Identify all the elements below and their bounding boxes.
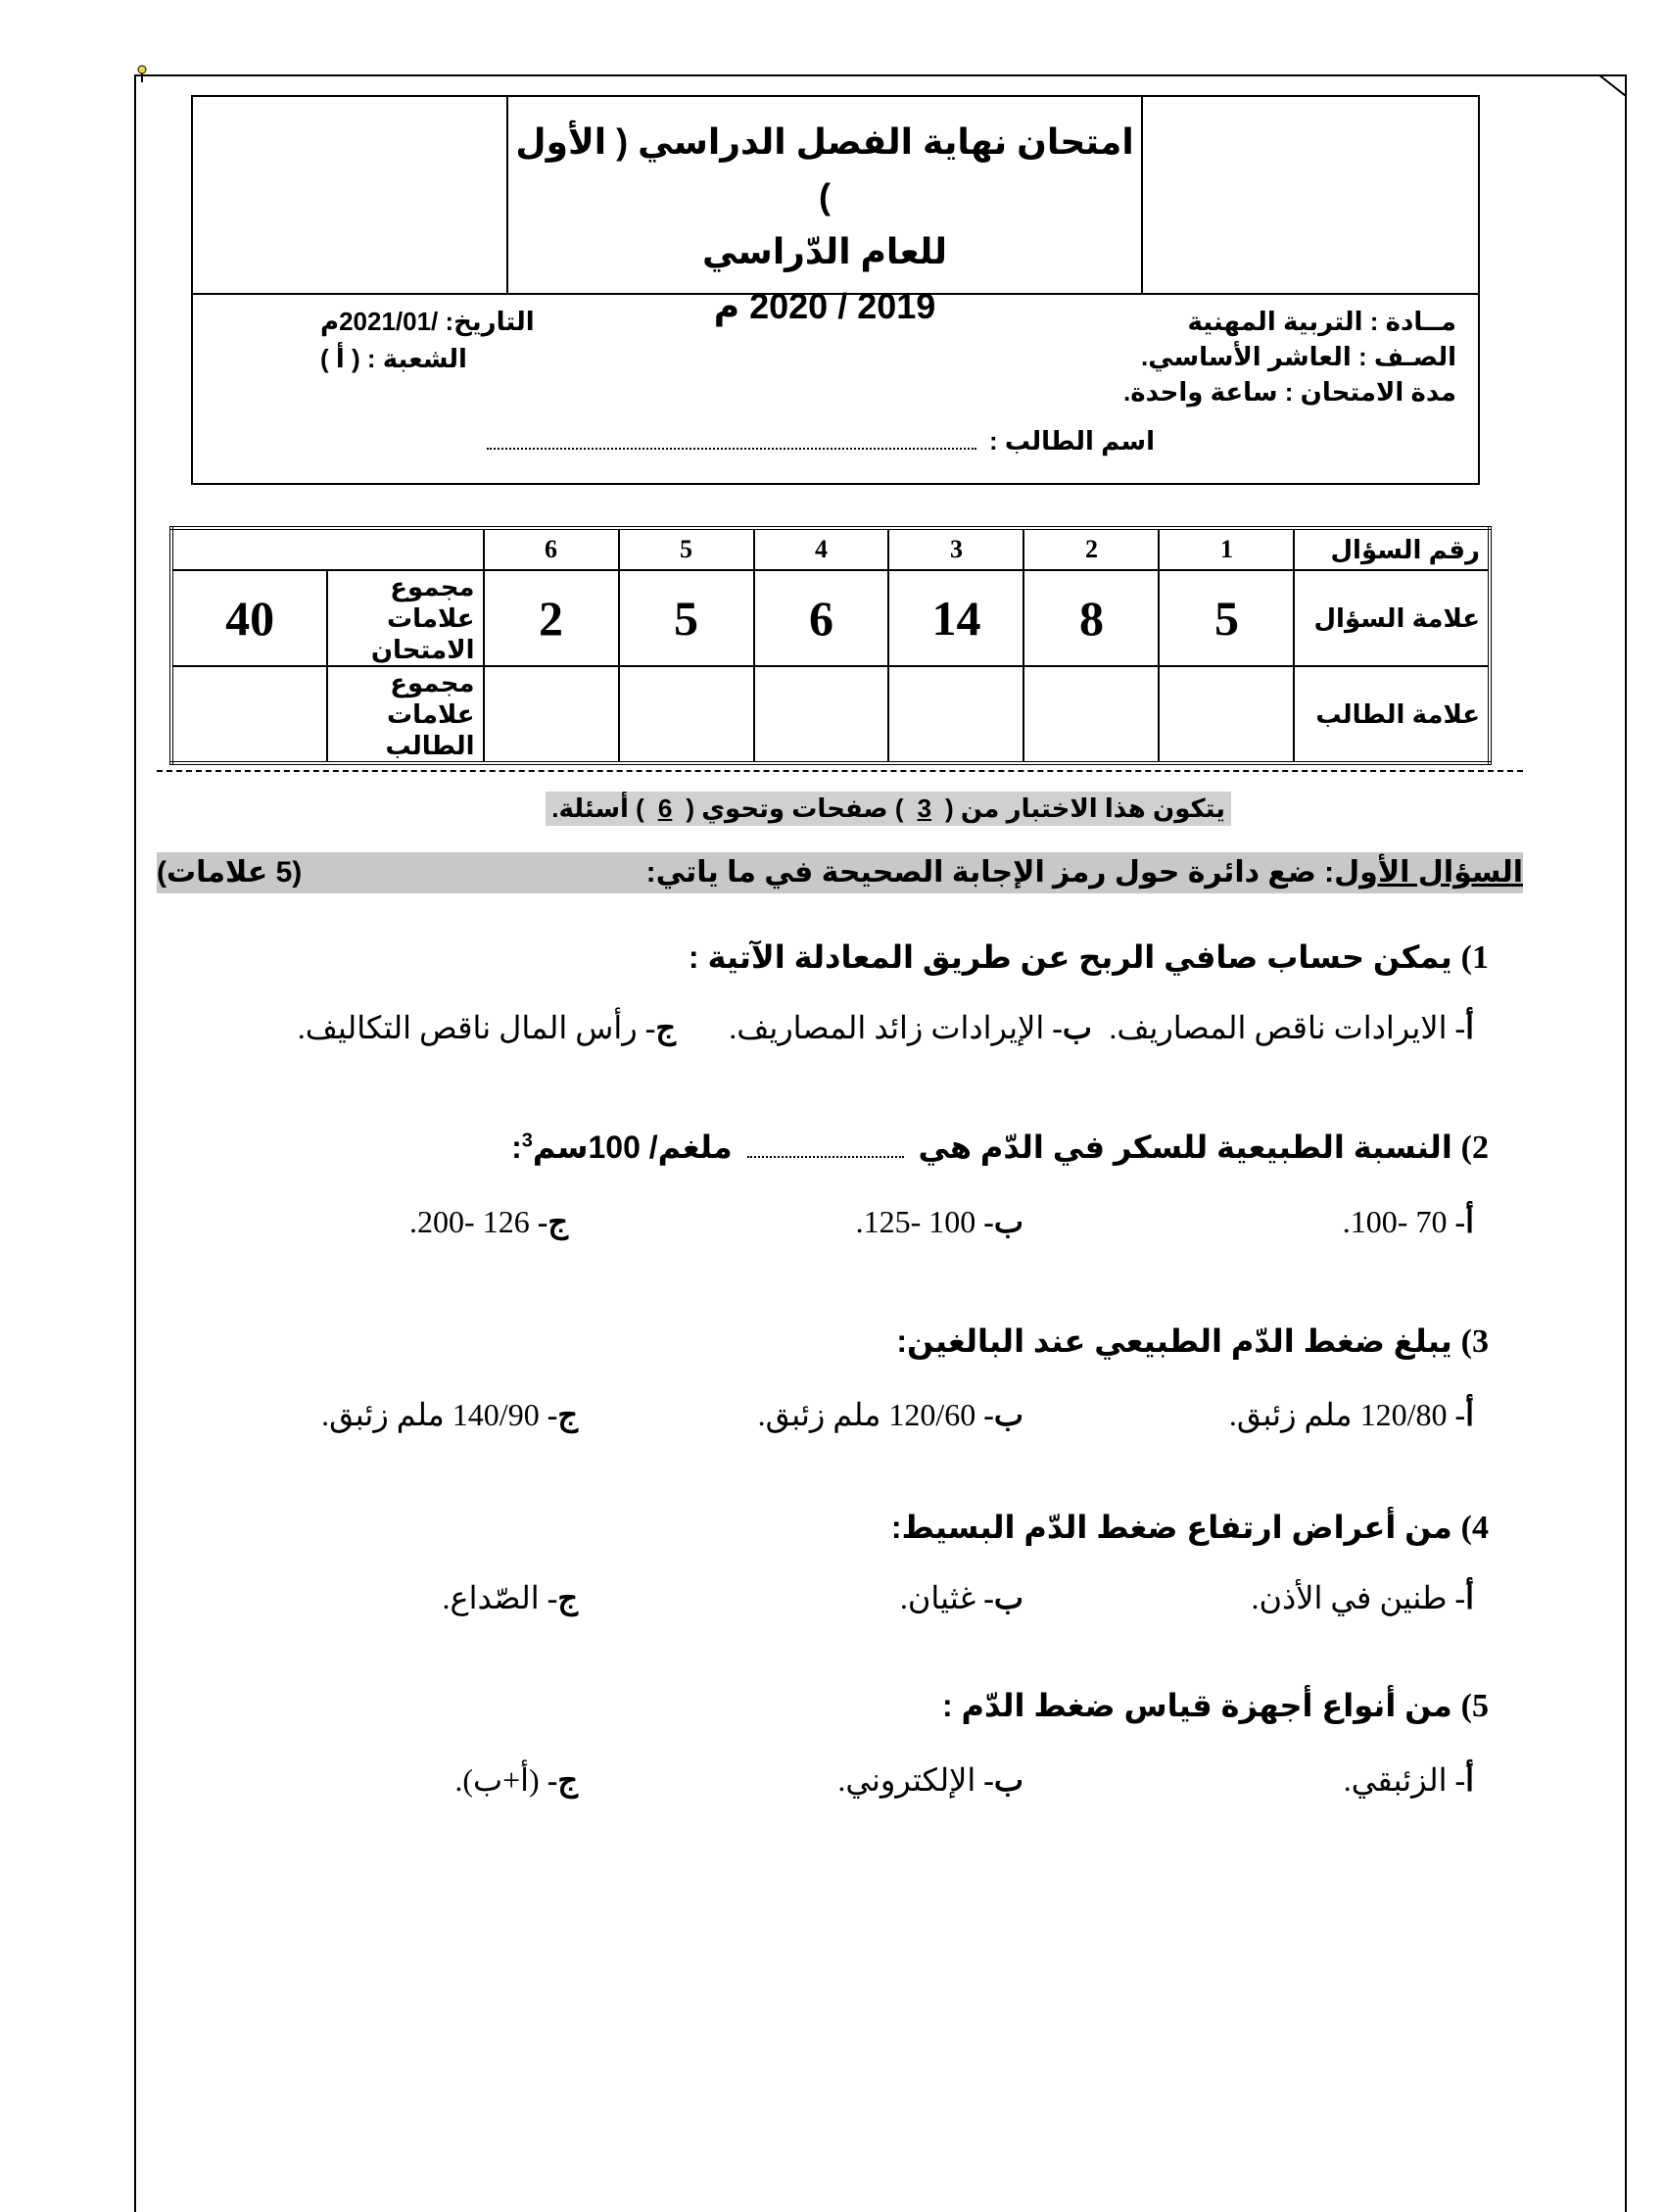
question-mark: 5 bbox=[619, 570, 754, 666]
duration-field: مدة الامتحان : ساعة واحدة. bbox=[1123, 377, 1456, 407]
total-exam-label: مجموع علامات الامتحان bbox=[327, 570, 483, 666]
notice-questions: 6 bbox=[657, 793, 673, 823]
notice-part1: يتكون هذا الاختبار من ( bbox=[945, 793, 1225, 823]
question1-heading: السؤال الأول bbox=[1334, 856, 1523, 889]
student-mark-cell[interactable] bbox=[1159, 666, 1294, 763]
option-a[interactable]: أ- 70 -100. bbox=[1342, 1204, 1474, 1239]
table-blank-cell bbox=[171, 528, 484, 570]
item-number: 3) bbox=[1460, 1323, 1489, 1360]
question-mark-label: علامة السؤال bbox=[1294, 570, 1490, 666]
question-item-3 bbox=[896, 1322, 1489, 1361]
question-number: 5 bbox=[619, 528, 754, 570]
question-item-1 bbox=[689, 938, 1489, 977]
question-number: 2 bbox=[1023, 528, 1159, 570]
question-item-2 bbox=[511, 1129, 1489, 1167]
student-name-label: اسم الطالب : bbox=[988, 426, 1155, 456]
answer-blank[interactable] bbox=[747, 1156, 904, 1158]
dashed-separator bbox=[157, 770, 1523, 772]
marks-table bbox=[169, 526, 1492, 765]
question-number: 6 bbox=[484, 528, 619, 570]
question1-heading-bar bbox=[157, 852, 1523, 893]
question-item-4 bbox=[891, 1509, 1489, 1547]
item-text-after: ملغم/ 100سم bbox=[532, 1130, 733, 1165]
item-superscript: 3 bbox=[521, 1130, 533, 1152]
student-mark-label: علامة الطالب bbox=[1294, 666, 1490, 763]
total-exam-value: 40 bbox=[171, 570, 327, 666]
question1-title bbox=[646, 855, 1523, 890]
exam-title-line3: 2019 / 2020 م bbox=[713, 286, 936, 326]
exam-header bbox=[191, 95, 1480, 485]
student-mark-cell[interactable] bbox=[754, 666, 889, 763]
page-fold-icon bbox=[1598, 74, 1626, 96]
question1-instruction: : ضع دائرة حول رمز الإجابة الصحيحة في ما ياتي: bbox=[645, 856, 1335, 889]
question-number-label: رقم السؤال bbox=[1294, 528, 1490, 570]
item-text: النسبة الطبيعية للسكر في الدّم هي bbox=[918, 1130, 1452, 1165]
notice-pages: 3 bbox=[917, 793, 932, 823]
item-tail: : bbox=[511, 1130, 522, 1165]
question1-marks: (5 علامات) bbox=[157, 856, 303, 889]
question-mark: 2 bbox=[484, 570, 619, 666]
item-text: يبلغ ضغط الدّم الطبيعي عند البالغين: bbox=[896, 1323, 1452, 1359]
question-mark: 5 bbox=[1159, 570, 1294, 666]
option-b[interactable]: ب- الإيرادات زائد المصاريف. bbox=[729, 1010, 1092, 1045]
option-a[interactable]: أ- طنين في الأذن. bbox=[1251, 1580, 1474, 1615]
total-student-label: مجموع علامات الطالب bbox=[327, 666, 483, 763]
item-text: من أعراض ارتفاع ضغط الدّم البسيط: bbox=[890, 1510, 1452, 1545]
exam-notice bbox=[546, 792, 1231, 826]
option-b[interactable]: ب- 120/60 ملم زئبق. bbox=[757, 1397, 1023, 1432]
paperclip-icon bbox=[135, 63, 149, 84]
question-number: 1 bbox=[1159, 528, 1294, 570]
exam-title bbox=[506, 97, 1143, 326]
question-mark: 14 bbox=[888, 570, 1023, 666]
student-mark-cell[interactable] bbox=[619, 666, 754, 763]
item-number: 5) bbox=[1460, 1688, 1489, 1724]
question-item-5 bbox=[942, 1687, 1489, 1725]
exam-title-line1: امتحان نهاية الفصل الدراسي ( الأول ) bbox=[515, 121, 1134, 216]
option-b[interactable]: ب- 100 -125. bbox=[855, 1204, 1023, 1239]
option-c[interactable]: ج- 140/90 ملم زئبق. bbox=[321, 1397, 578, 1432]
option-c[interactable]: ج- رأس المال ناقص التكاليف. bbox=[297, 1010, 676, 1045]
notice-part3: ) أسئلة. bbox=[551, 793, 644, 823]
option-b[interactable]: ب- الإلكتروني. bbox=[837, 1762, 1023, 1798]
option-c[interactable]: ج- 126 -200. bbox=[409, 1204, 568, 1239]
notice-part2: ) صفحات وتحوي ( bbox=[686, 793, 904, 823]
total-student-cell[interactable] bbox=[171, 666, 327, 763]
question-mark: 8 bbox=[1023, 570, 1159, 666]
option-a[interactable]: أ- الايرادات ناقص المصاريف. bbox=[1109, 1010, 1474, 1045]
option-b[interactable]: ب- غثيان. bbox=[899, 1580, 1023, 1615]
exam-title-line2: للعام الدّراسي bbox=[702, 231, 947, 271]
student-mark-cell[interactable] bbox=[1023, 666, 1159, 763]
option-c[interactable]: ج- (أ+ب). bbox=[454, 1762, 578, 1798]
option-a[interactable]: أ- الزئبقي. bbox=[1343, 1762, 1474, 1798]
subject-field: مــادة : التربية المهنية bbox=[1187, 307, 1456, 336]
grade-field: الصـف : العاشر الأساسي. bbox=[1140, 342, 1456, 371]
item-number: 1) bbox=[1460, 939, 1489, 976]
student-name-blank[interactable] bbox=[487, 448, 976, 450]
date-field: التاريخ: /2021/01م bbox=[320, 307, 535, 336]
option-a[interactable]: أ- 120/80 ملم زئبق. bbox=[1228, 1397, 1474, 1432]
item-text: من أنواع أجهزة قياس ضغط الدّم : bbox=[941, 1688, 1452, 1723]
question-number: 3 bbox=[888, 528, 1023, 570]
exam-info bbox=[193, 293, 1478, 485]
option-c[interactable]: ج- الصّداع. bbox=[442, 1580, 578, 1615]
student-name-field[interactable] bbox=[487, 426, 1155, 457]
student-mark-cell[interactable] bbox=[888, 666, 1023, 763]
student-mark-cell[interactable] bbox=[484, 666, 619, 763]
item-text: يمكن حساب صافي الربح عن طريق المعادلة الآتية : bbox=[688, 939, 1452, 975]
question-number: 4 bbox=[754, 528, 889, 570]
section-field: الشعبة : ( أ ) bbox=[320, 344, 467, 373]
item-number: 2) bbox=[1460, 1130, 1489, 1166]
item-number: 4) bbox=[1460, 1510, 1489, 1546]
question-mark: 6 bbox=[754, 570, 889, 666]
